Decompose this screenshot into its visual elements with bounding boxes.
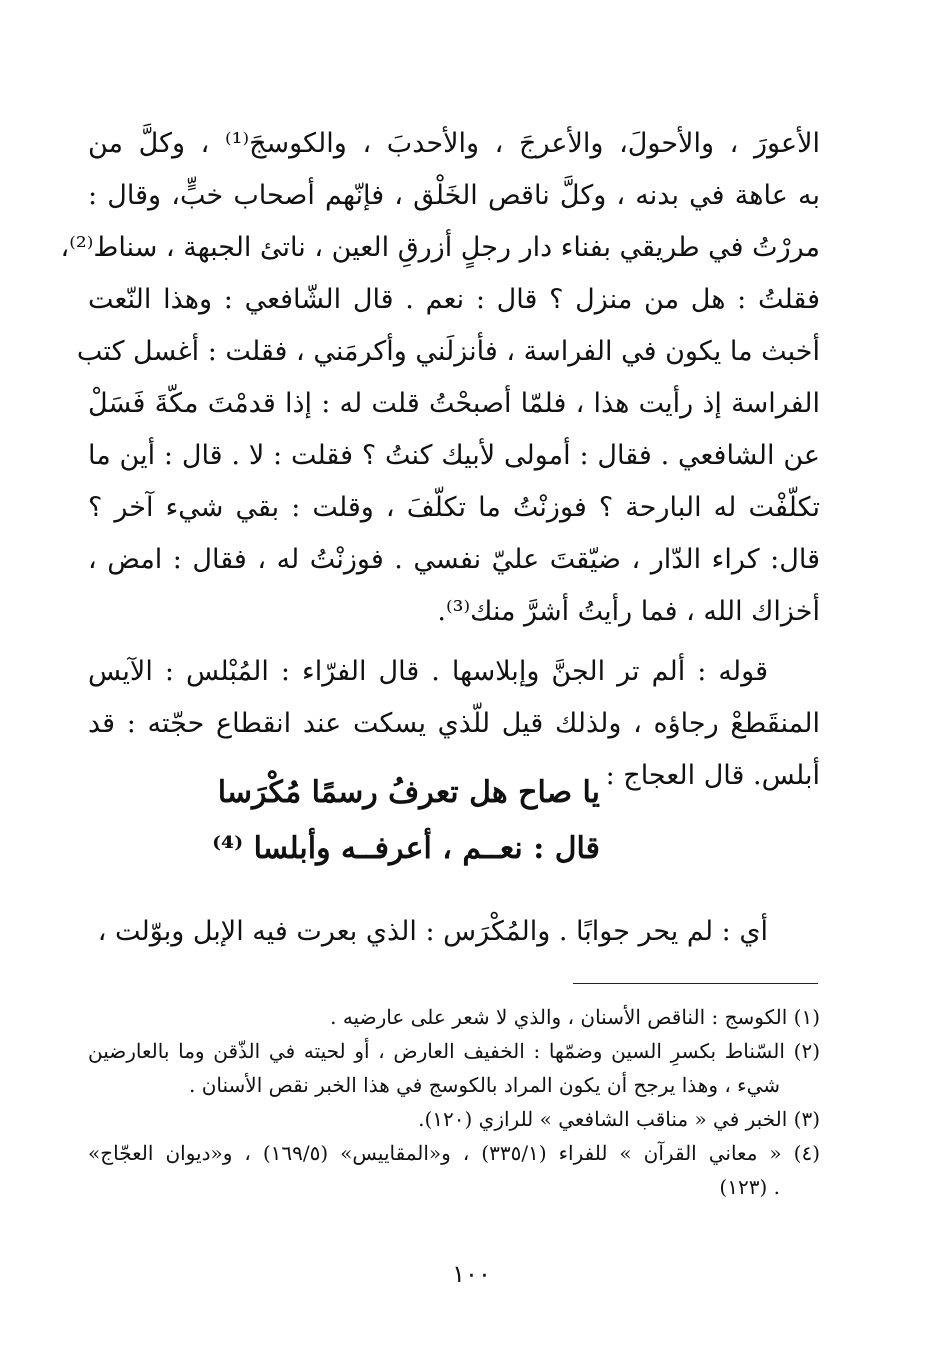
main-text [60, 118, 820, 802]
paragraph-gap [88, 638, 820, 646]
text-line: فقلتُ : هل من منزل ؟ قال : نعم . قال الشّافعي : وهذا النّعت [88, 284, 820, 315]
text-line: أخزاك الله ، فما رأيتُ أشرَّ منك⁽³⁾. [437, 596, 820, 627]
text-line: قوله : ألم تر الجنَّ وإبلاسها . قال الفرّاء : المُبْلس : الآيس [88, 656, 768, 687]
verse-text: قال : نعــم ، أعرفــه وأبلسا ⁽⁴⁾ [212, 831, 600, 866]
text-line: أخبث ما يكون في الفراسة ، فأنزلَني وأكرمَني ، فقلت : أغسل كتب [76, 336, 820, 367]
verse-line-1 [217, 775, 600, 810]
footnote-2-continued: شيء ، وهذا يرجح أن يكون المراد بالكوسج في هذا الخبر نقص الأسنان . [189, 1073, 780, 1097]
text-line: أي : لم يحر جوابًا . والمُكْرَس : الذي بعرت فيه الإبل وبوّلت ، [97, 916, 768, 947]
footnote-1: (١) الكوسج : الناقص الأسنان ، والذي لا شعر على عارضيه . [330, 1005, 820, 1029]
after-verse-text [88, 906, 820, 958]
verse-text: يا صاح هل تعرفُ رسمًا مُكْرَسا [217, 775, 600, 810]
page-number: ١٠٠ [452, 1260, 491, 1288]
text-line: مررْتُ في طريقي بفناء دار رجلٍ أزرقِ العين ، ناتئ الجبهة ، سناط⁽²⁾، [60, 232, 820, 263]
text-line: قال: كراء الدّار ، ضيّقتَ عليّ نفسي . فوزنْتُ له ، فقال : امض ، [88, 544, 820, 575]
text-line: الفراسة إذ رأيت هذا ، فلمّا أصبحْتُ قلت له : إذا قدمْتَ مكّةَ فَسَلْ [88, 388, 820, 419]
footnote-separator [573, 983, 818, 984]
footnote-3: (٣) الخبر في « مناقب الشافعي » للرازي (١٢٠). [418, 1107, 820, 1131]
text-line: تكلّفْت له البارحة ؟ فوزنْتُ ما تكلّفَ ، وقلت : بقي شيء آخر ؟ [88, 492, 820, 523]
footnote-4: (٤) « معاني القرآن » للفراء (٣٣٥/١) ، و«المقاييس» (١٦٩/٥) ، و«ديوان العجّاج» [88, 1141, 820, 1165]
verse-line-2 [212, 831, 600, 866]
footnote-4-continued: . (١٢٣) [719, 1175, 780, 1199]
text-line: الأعورَ ، والأحولَ، والأعرجَ ، والأحدبَ ، والكوسجَ⁽¹⁾ ، وكلَّ من [88, 128, 820, 159]
text-line: أبلس. قال العجاج : [605, 760, 820, 791]
text-line: المنقَطعْ رجاؤه ، ولذلك قيل للّذي يسكت عند انقطاع حجّته : قد [88, 708, 820, 739]
footnote-2: (٢) السّناط بكسرِ السين وضمّها : الخفيف العارض ، أو لحيته في الذّقن وما بالعارضين [88, 1039, 820, 1063]
footnotes [88, 1000, 820, 1204]
text-line: به عاهة في بدنه ، وكلَّ ناقص الخَلْق ، فإنّهم أصحاب خبٍّ، وقال : [88, 180, 820, 211]
text-line: عن الشافعي . فقال : أمولى لأبيك كنتُ ؟ فقلت : لا . قال : أين ما [88, 440, 820, 471]
